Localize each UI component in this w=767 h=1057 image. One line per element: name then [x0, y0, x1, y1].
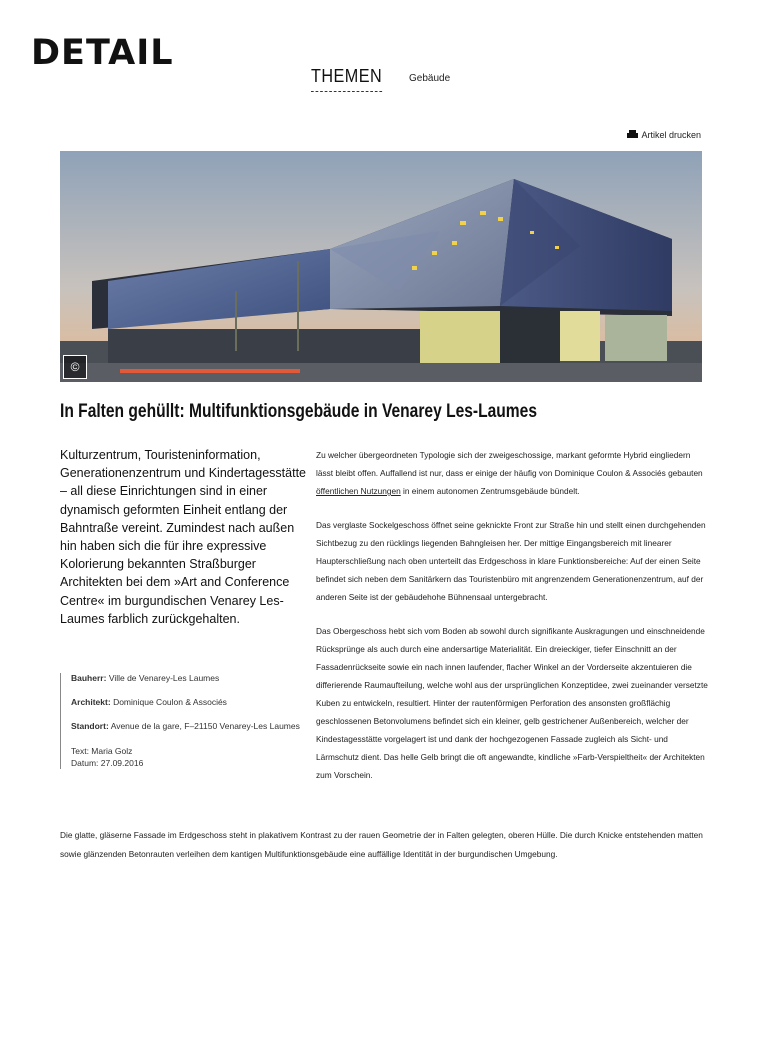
article-body [316, 446, 708, 800]
hero-image [60, 151, 702, 382]
print-label: Artikel drucken [641, 130, 701, 140]
print-article-button[interactable] [627, 130, 701, 140]
article-lead: Kulturzentrum, Touristeninformation, Generationenzentrum und Kindertagesstätte – all diese Einrichtungen sind in einer dynamisch geformten Einheit entlang der Bahntraße vereint. Zumindest nach außen hin haben sich die für ihre expressive Kolorierung bekannten Straßburger Architekten bei dem »Art and Conference Centre« im burgundischen Venarey Les-Laumes farblich zurückgehalten. [60, 448, 306, 626]
nav-themen[interactable]: THEMEN [311, 66, 382, 92]
architekt-label: Architekt: [71, 697, 111, 707]
paragraph-2: Das verglaste Sockelgeschoss öffnet seine geknickte Front zur Straße hin und stellt einen durchgehenden Sichtbezug zu den rücklings liegenden Bahngleisen her. Der mittige Eingangsbereich mit linearer Haupterschließung nach oben unterteilt das Erdgeschoss in klare Funktionsbereiche: Auf der einen Seite befindet sich neben dem Sanitärkern das Touristenbüro mit angrenzendem Generationenzentrum, auf der anderen Seite ist der gebäudehohe Bühnensaal untergebracht. [316, 520, 706, 602]
date: Datum: 27.09.2016 [71, 758, 144, 768]
standort-value: Avenue de la gare, F–21150 Venarey-Les Laumes [110, 721, 300, 731]
site-logo[interactable]: DETAIL [31, 33, 174, 73]
printer-icon [627, 130, 638, 140]
link-oeffentliche-nutzungen[interactable]: öffentlichen Nutzungen [316, 486, 401, 496]
article-title: In Falten gehüllt: Multifunktionsgebäude in Venarey Les-Laumes [60, 401, 537, 422]
paragraph-closing: Die glatte, gläserne Fassade im Erdgeschoss steht in plakativem Kontrast zu der rauen Geometrie der in Falten gelegten, oberen Hülle. Die durch Knicke entstehenden matten sowie glänzenden Betonrauten verleihen dem kantigen Multifunktionsgebäude eine auffällige Identität in der burgundischen Umgebung. [60, 830, 703, 859]
author: Text: Maria Golz [71, 746, 133, 756]
bauherr-value: Ville de Venarey-Les Laumes [108, 673, 220, 683]
p1-text-a: Zu welcher übergeordneten Typologie sich der zweigeschossige, markant geformte Hybrid eingliedern lässt bleibt offen. Auffallend ist nur, dass er einige der häufig von Dominique Coulon & Associés gebauten [316, 450, 703, 478]
bauherr-label: Bauherr: [71, 673, 107, 683]
paragraph-3: Das Obergeschoss hebt sich vom Boden ab sowohl durch signifikante Auskragungen und einschneidende Rücksprünge als auch durch eine andersartige Materialität. Ein dreieckiger, tiefer Einschnitt an der Fassadenrückseite sowie ein nach innen laufender, flacher Winkel an der Vorderseite akzentuieren die differierende Raumaufteilung, welche wohl aus der ursprünglichen Konzeptidee, zwei zueinander versetzte Kuben zu entwickeln, resultiert. Hinter der rautenförmigen Perforation des ansonsten großflächig geschlossenen Betonvolumens befindet sich ein kleiner, gelb gestrichener Außenbereich, welcher der Kindestagesstätte vorgelagert ist und dank der hochgezogenen Fassade zugleich als Sicht- und Lärmschutz dient. Das helle Gelb bringt die oft angewandte, kindliche »Farb-Verspieltheit« der Architekten zum Vorschein. [316, 626, 708, 780]
standort-label: Standort: [71, 721, 109, 731]
nav-gebaeude[interactable]: Gebäude [409, 73, 451, 84]
copyright-badge[interactable]: © [63, 355, 87, 379]
building-photo [60, 151, 702, 382]
architekt-value: Dominique Coulon & Associés [113, 697, 227, 707]
p1-text-b: in einem autonomen Zentrumsgebäude bündelt. [400, 486, 580, 496]
paragraph-1 [316, 446, 708, 500]
article-meta [60, 673, 311, 769]
